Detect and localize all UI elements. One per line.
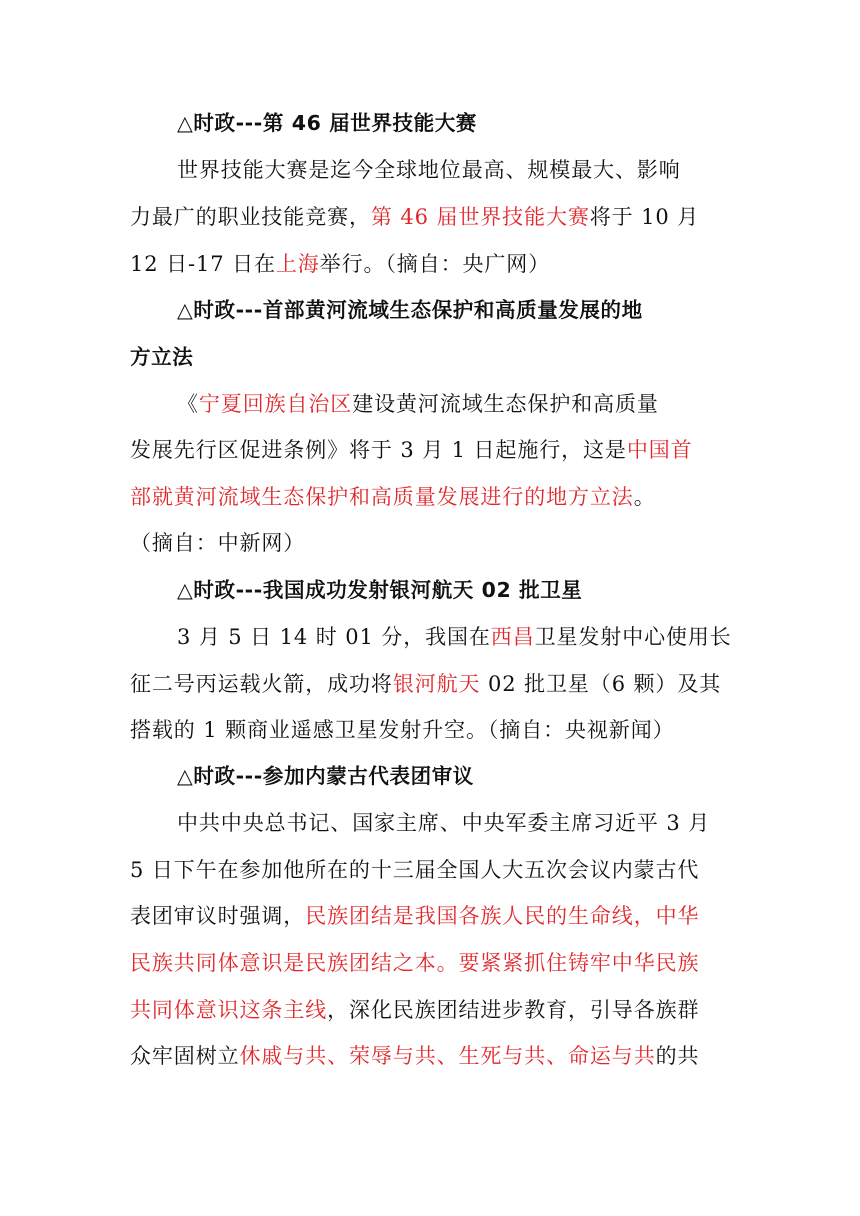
- text-segment: ，深化民族团结进步教育，引导各族群: [327, 998, 700, 1022]
- text-segment: 发展先行区促进条例》将于 3 月 1 日起施行，这是: [130, 438, 627, 462]
- body-text-line: [130, 202, 699, 232]
- body-text-line: [177, 622, 732, 652]
- text-segment: 世界技能大赛是迄今全球地位最高、规模最大、影响: [177, 158, 681, 182]
- text-segment: 。: [633, 485, 656, 509]
- text-segment: 力最广的职业技能竞赛，: [130, 205, 371, 229]
- text-segment: 5 日下午在参加他所在的十三届全国人大五次会议内蒙古代: [130, 858, 700, 882]
- text-segment: △时政---首部黄河流域生态保护和高质量发展的地: [177, 298, 643, 322]
- text-segment: △时政---我国成功发射银河航天 02 批卫星: [177, 578, 583, 602]
- section-heading-line: [177, 108, 477, 138]
- highlighted-text: 中国首: [626, 438, 693, 462]
- body-text-line: [130, 855, 699, 885]
- body-text-line: [177, 808, 710, 838]
- text-segment: 《: [177, 392, 199, 416]
- body-text-line: [130, 901, 699, 931]
- body-text-line: [177, 389, 659, 419]
- body-text-line: [130, 249, 550, 279]
- text-segment: 表团审议时强调，: [130, 904, 306, 928]
- highlighted-text: 民族共同体意识是民族团结之本。要紧紧抓住铸牢中华民族: [130, 951, 700, 975]
- highlighted-text: 第 46 届世界技能大赛: [370, 205, 590, 229]
- highlighted-text: 共同体意识这条主线: [130, 998, 328, 1022]
- text-segment: 卫星发射中心使用长: [534, 625, 732, 649]
- body-text-line: [130, 715, 675, 745]
- body-text-line: [130, 482, 656, 512]
- highlighted-text: 部就黄河流域生态保护和高质量发展进行的地方立法: [130, 485, 634, 509]
- text-segment: 12 日-17 日在: [130, 252, 276, 276]
- text-segment: 中共中央总书记、国家主席、中央军委主席习近平 3 月: [177, 811, 711, 835]
- highlighted-text: 民族团结是我国各族人民的生命线，中华: [305, 904, 700, 928]
- text-segment: 的共: [655, 1044, 700, 1068]
- body-text-line: [177, 155, 681, 185]
- section-heading-line: [177, 295, 643, 325]
- text-segment: （摘自：中新网）: [130, 531, 306, 555]
- body-text-line: [130, 435, 693, 465]
- highlighted-text: 上海: [275, 252, 320, 276]
- body-text-line: [130, 995, 699, 1025]
- section-heading-line: [130, 342, 193, 372]
- section-heading-line: [177, 575, 582, 605]
- section-heading-line: [177, 761, 474, 791]
- text-segment: 方立法: [130, 345, 194, 369]
- text-segment: 3 月 5 日 14 时 01 分，我国在: [177, 625, 491, 649]
- highlighted-text: 宁夏回族自治区: [198, 392, 353, 416]
- text-segment: 建设黄河流域生态保护和高质量: [352, 392, 659, 416]
- body-text-line: [130, 1041, 699, 1071]
- body-text-line: [130, 528, 305, 558]
- text-segment: 众牢固树立: [130, 1044, 240, 1068]
- body-text-line: [130, 948, 699, 978]
- text-segment: △时政---第 46 届世界技能大赛: [177, 111, 477, 135]
- body-text-line: [130, 669, 721, 699]
- text-segment: 02 批卫星（6 颗）及其: [480, 672, 722, 696]
- text-segment: 将于 10 月: [589, 205, 700, 229]
- text-segment: 搭载的 1 颗商业遥感卫星发射升空。（摘自：央视新闻）: [130, 718, 675, 742]
- text-segment: △时政---参加内蒙古代表团审议: [177, 764, 474, 788]
- highlighted-text: 休戚与共、荣辱与共、生死与共、命运与共: [239, 1044, 656, 1068]
- text-segment: 举行。（摘自：央广网）: [319, 252, 551, 276]
- text-segment: 征二号丙运载火箭，成功将: [130, 672, 393, 696]
- highlighted-text: 西昌: [490, 625, 535, 649]
- highlighted-text: 银河航天: [392, 672, 481, 696]
